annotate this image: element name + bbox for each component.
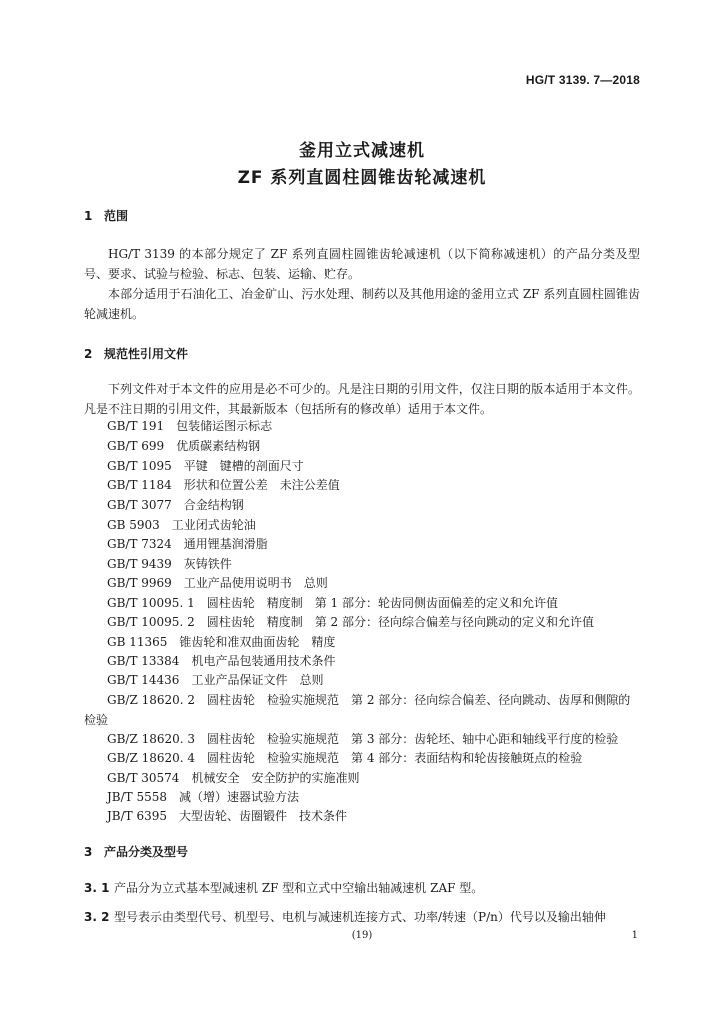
references-intro: 下列文件对于本文件的应用是必不可少的。凡是注日期的引用文件，仅注日期的版本适用于本文件。凡是不注日期的引用文件，其最新版本（包括所有的修改单）适用于本文件。: [84, 382, 640, 416]
reference-item: GB/Z 18620. 2 圆柱齿轮 检验实施规范 第 2 部分：径向综合偏差、径向跳动、齿厚和侧隙的检验: [84, 693, 631, 727]
clause-3-2: [84, 907, 640, 927]
reference-item: GB 11365 锥齿轮和准双曲面齿轮 精度: [107, 635, 336, 649]
clause-text: 型号表示由类型代号、机型号、电机与减速机连接方式、功率/转速（P/n）代号以及输出轴伸: [114, 910, 606, 924]
reference-item: JB/T 5558 减（增）速器试验方法: [107, 790, 300, 804]
section-number: 3: [84, 845, 93, 859]
section-1-heading: [84, 207, 128, 224]
title-line-1: 釜用立式减速机: [299, 141, 425, 161]
reference-item: GB/T 699 优质碳素结构钢: [107, 439, 261, 453]
section-title: 产品分类及型号: [104, 845, 189, 859]
section-number: 1: [84, 209, 93, 223]
section-3-heading: [84, 843, 188, 860]
reference-item: GB 5903 工业闭式齿轮油: [107, 518, 256, 532]
section-title: 范围: [104, 209, 129, 223]
reference-item: GB/T 13384 机电产品包装通用技术条件: [107, 654, 336, 668]
reference-item: GB/T 10095. 1 圆柱齿轮 精度制 第 1 部分：轮齿同侧齿面偏差的定义和允许值: [107, 596, 558, 610]
reference-item: GB/T 1095 平键 键槽的剖面尺寸: [107, 459, 304, 473]
clause-number: 3. 1: [84, 881, 110, 895]
reference-item: GB/Z 18620. 3 圆柱齿轮 检验实施规范 第 3 部分：齿轮坯、轴中心距和轴线平行度的检验: [107, 732, 619, 746]
scope-paragraph-2: 本部分适用于石油化工、冶金矿山、污水处理、制药以及其他用途的釜用立式 ZF 系列直圆柱圆锥齿轮减速机。: [84, 287, 640, 321]
footer-sequence: (19): [351, 930, 373, 941]
reference-item: GB/T 7324 通用锂基润滑脂: [107, 537, 268, 551]
reference-item: GB/T 30574 机械安全 安全防护的实施准则: [107, 771, 360, 785]
reference-item: GB/T 14436 工业产品保证文件 总则: [107, 673, 324, 687]
reference-item: GB/T 9969 工业产品使用说明书 总则: [107, 576, 328, 590]
section-number: 2: [84, 347, 93, 361]
page-number: 1: [631, 930, 638, 941]
clause-3-1: [84, 878, 640, 898]
section-2-heading: [84, 345, 188, 362]
clause-text: 产品分为立式基本型减速机 ZF 型和立式中空输出轴减速机 ZAF 型。: [114, 881, 484, 895]
reference-item: GB/T 10095. 2 圆柱齿轮 精度制 第 2 部分：径向综合偏差与径向跳动的定义和允许值: [107, 615, 594, 629]
reference-item: GB/T 9439 灰铸铁件: [107, 557, 232, 571]
clause-number: 3. 2: [84, 910, 110, 924]
scope-paragraph-1: HG/T 3139 的本部分规定了 ZF 系列直圆柱圆锥齿轮减速机（以下简称减速机）的产品分类及型号、要求、试验与检验、标志、包装、运输、贮存。: [84, 247, 640, 281]
title-line-2: ZF 系列直圆柱圆锥齿轮减速机: [237, 168, 487, 188]
reference-item: JB/T 6395 大型齿轮、齿圈锻件 技术条件: [107, 809, 348, 823]
standard-code: HG/T 3139. 7—2018: [525, 73, 640, 87]
reference-item: GB/T 1184 形状和位置公差 未注公差值: [107, 478, 340, 492]
reference-item: GB/T 191 包装储运图示标志: [107, 419, 273, 433]
section-title: 规范性引用文件: [104, 347, 189, 361]
reference-item: GB/Z 18620. 4 圆柱齿轮 检验实施规范 第 4 部分：表面结构和轮齿接触斑点的检验: [107, 751, 583, 765]
reference-item: GB/T 3077 合金结构钢: [107, 498, 244, 512]
